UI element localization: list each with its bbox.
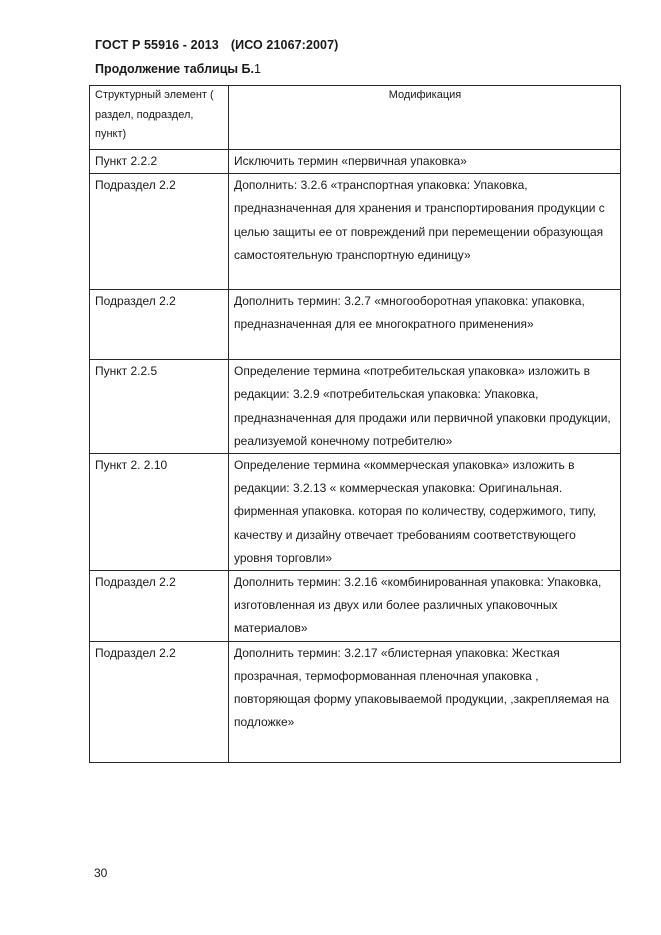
table-row [90,290,621,360]
row-element-cell: Пункт 2.2.5 [90,360,229,454]
row-element-cell: Подраздел 2.2 [90,641,229,762]
modifications-table [89,85,621,763]
table-caption-prefix: Продолжение таблицы Б. [95,62,254,76]
table-row [90,360,621,454]
table-row [90,641,621,762]
table-header-row [90,86,621,150]
page-number: 30 [94,866,108,880]
row-modification-cell: Дополнить термин: 3.2.16 «комбинированная упаковка: Упаковка, изготовленная из двух или более различных упаковочных материалов» [229,571,621,642]
row-modification-cell: Дополнить термин: 3.2.17 «блистерная упаковка: Жесткая прозрачная, термоформованная пленочная упаковка , повторяющая форму упаковываемой продукции, ,закрепляемая на подложке» [229,641,621,762]
standard-number: ГОСТ Р 55916 - 2013 [95,38,219,52]
table-row [90,150,621,174]
column-header-modification: Модификация [229,86,621,150]
row-element-cell: Подраздел 2.2 [90,290,229,360]
table-row [90,454,621,571]
iso-reference: (ИСО 21067:2007) [230,38,339,52]
row-modification-cell: Определение термина «коммерческая упаковка» изложить в редакции: 3.2.13 « коммерческая упаковка: Оригинальная. фирменная упаковка. которая по количеству, содержимого, типу, качеству и дизайну отвечает требованиям соответствующего уровня торговли» [229,454,621,571]
row-modification-cell: Определение термина «потребительская упаковка» изложить в редакции: 3.2.9 «потребительская упаковка: Упаковка, предназначенная для продажи или первичной упаковки продукции, реализуемой конечному потребителю» [229,360,621,454]
row-element-cell: Подраздел 2.2 [90,174,229,290]
row-modification-cell: Дополнить: 3.2.6 «транспортная упаковка: Упаковка, предназначенная для хранения и транспортирования продукции с целью защиты ее от повреждений при перемещении образующая самостоятельную транспортную единицу» [229,174,621,290]
table-caption-number: 1 [254,62,261,76]
row-element-cell: Пункт 2. 2.10 [90,454,229,571]
document-header [95,38,338,52]
row-modification-cell: Дополнить термин: 3.2.7 «многооборотная упаковка: упаковка, предназначенная для ее многократного применения» [229,290,621,360]
row-element-cell: Пункт 2.2.2 [90,150,229,174]
table-row [90,174,621,290]
table-caption [95,62,261,76]
column-header-structural-element: Структурный элемент ( раздел, подраздел, пункт) [90,86,229,150]
row-element-cell: Подраздел 2.2 [90,571,229,642]
row-modification-cell: Исключить термин «первичная упаковка» [229,150,621,174]
table-row [90,571,621,642]
